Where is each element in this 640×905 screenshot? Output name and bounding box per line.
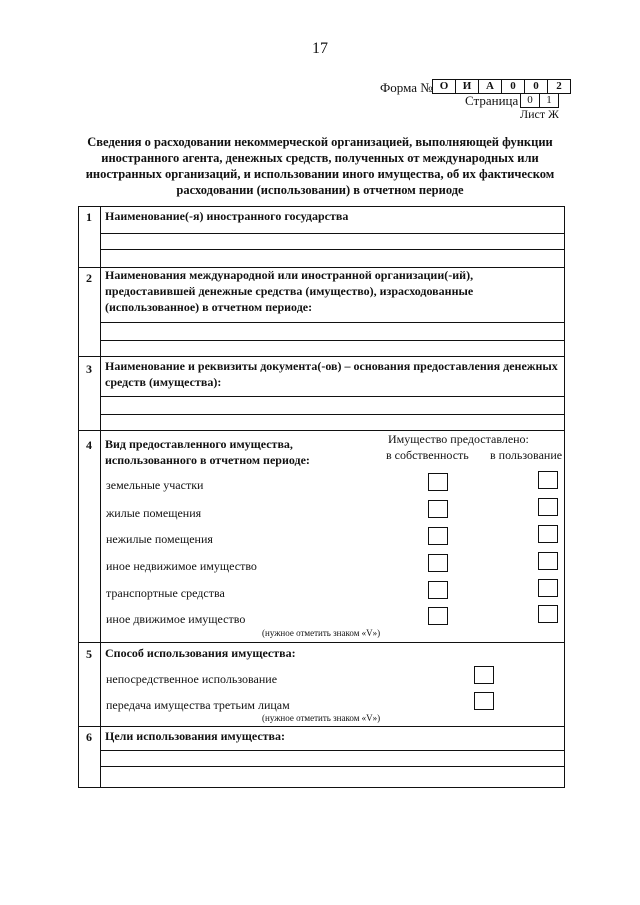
mark-hint: (нужное отметить знаком «V») <box>262 628 381 638</box>
page-code-cell: 0 <box>520 93 540 108</box>
section-heading: Способ использования имущества: <box>105 646 296 660</box>
section-number: 4 <box>86 438 92 452</box>
property-item: жилые помещения <box>106 506 202 520</box>
section-separator <box>78 726 565 727</box>
section-heading: Вид предоставленного имущества, использованного в отчетном периоде: <box>105 437 310 467</box>
column-own: в собственность <box>386 448 469 462</box>
section-separator <box>78 356 565 357</box>
form-code-cells <box>433 79 571 94</box>
own-checkbox[interactable] <box>428 473 448 491</box>
page-number: 17 <box>312 40 328 57</box>
usage-item: передача имущества третьим лицам <box>106 698 290 712</box>
section-heading: Наименования международной или иностранной организации(-ий), предоставившей денежные средства (имущество), израсходованные (использованное) в отчетном периоде: <box>105 268 474 314</box>
fill-line <box>100 766 565 767</box>
own-checkbox[interactable] <box>428 607 448 625</box>
form-code-cell: О <box>432 79 456 94</box>
property-item: иное недвижимое имущество <box>106 559 257 573</box>
fill-line <box>100 414 565 415</box>
use-checkbox[interactable] <box>538 552 558 570</box>
section-heading: Наименование(-я) иностранного государства <box>105 209 349 223</box>
own-checkbox[interactable] <box>428 581 448 599</box>
section-number: 3 <box>86 362 92 376</box>
use-checkbox[interactable] <box>538 605 558 623</box>
section-number: 2 <box>86 271 92 285</box>
use-checkbox[interactable] <box>538 471 558 489</box>
fill-line <box>100 249 565 250</box>
page-code-cells <box>521 93 559 108</box>
section-heading: Наименование и реквизиты документа(-ов) – основания предоставления денежных средств (имущества): <box>105 359 558 389</box>
use-checkbox[interactable] <box>538 579 558 597</box>
section-number: 6 <box>86 730 92 744</box>
column-divider <box>100 206 101 788</box>
fill-line <box>100 322 565 323</box>
provided-label: Имущество предоставлено: <box>388 432 529 446</box>
document-title: Сведения о расходовании некоммерческой организацией, выполняющей функции иностранного агента, денежных средств, полученных от международных или иностранных организаций, и использовании иного имущества, об их фактическом расходовании (использовании) в отчетном периоде <box>85 135 555 197</box>
fill-line <box>100 750 565 751</box>
form-number-label: Форма № <box>380 80 433 95</box>
section-heading: Цели использования имущества: <box>105 729 286 743</box>
section-separator <box>78 642 565 643</box>
form-code-cell: А <box>478 79 502 94</box>
fill-line <box>100 233 565 234</box>
own-checkbox[interactable] <box>428 527 448 545</box>
section-number: 5 <box>86 647 92 661</box>
own-checkbox[interactable] <box>428 500 448 518</box>
property-item: земельные участки <box>106 478 204 492</box>
property-item: транспортные средства <box>106 586 225 600</box>
own-checkbox[interactable] <box>428 554 448 572</box>
form-code-cell: 0 <box>501 79 525 94</box>
sheet-label: Лист Ж <box>520 107 559 121</box>
use-checkbox[interactable] <box>538 498 558 516</box>
usage-item: непосредственное использование <box>106 672 278 686</box>
section-number: 1 <box>86 210 92 224</box>
usage-checkbox[interactable] <box>474 692 494 710</box>
fill-line <box>100 396 565 397</box>
section-separator <box>78 430 565 431</box>
form-code-cell: 2 <box>547 79 571 94</box>
column-use: в пользование <box>490 448 563 462</box>
form-code-cell: 0 <box>524 79 548 94</box>
property-item: иное движимое имущество <box>106 612 246 626</box>
form-code-cell: И <box>455 79 479 94</box>
use-checkbox[interactable] <box>538 525 558 543</box>
page-code-cell: 1 <box>539 93 559 108</box>
property-item: нежилые помещения <box>106 532 213 546</box>
fill-line <box>100 340 565 341</box>
page-label: Страница <box>465 93 519 108</box>
usage-checkbox[interactable] <box>474 666 494 684</box>
mark-hint: (нужное отметить знаком «V») <box>262 713 381 723</box>
